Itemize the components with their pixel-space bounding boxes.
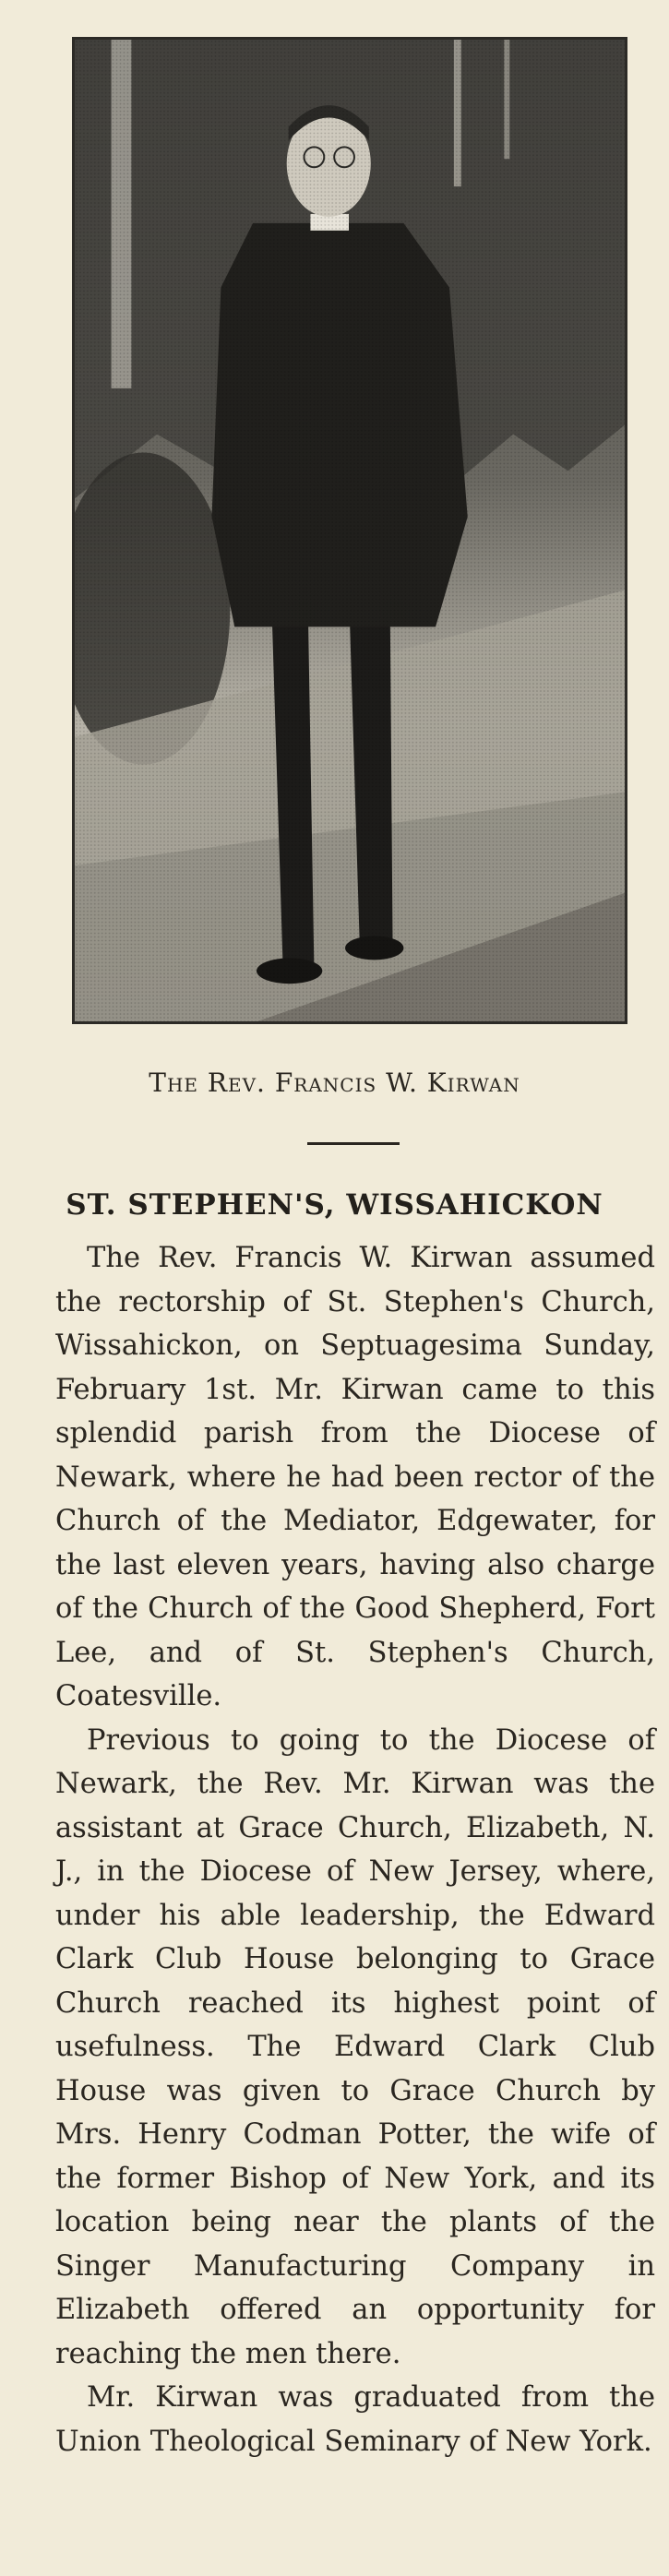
divider-rule (307, 1142, 400, 1145)
paragraph-2: Previous to going to the Diocese of Newark, the Rev. Mr. Kirwan was the assistant at Grace Church, Elizabeth, N. J., in the Diocese of New Jersey, where, under his able leadership, the Edward Clark Club House belonging to Grace Church reached its highest point of usefulness. The Edward Clark Club House was given to Grace Church by Mrs. Henry Codman Potter, the wife of the former Bishop of New York, and its location being near the plants of the Singer Manufacturing Company in Elizabeth offered an opportunity for reaching the men there. (55, 1723, 655, 2370)
photo-caption: The Rev. Francis W. Kirwan (149, 1067, 520, 1098)
article-title: ST. STEPHEN'S, WISSAHICKON (66, 1188, 603, 1222)
article-body (55, 1236, 655, 2463)
portrait-photo (72, 37, 627, 1024)
paragraph-1: The Rev. Francis W. Kirwan assumed the rectorship of St. Stephen's Church, Wissahickon, on Septuagesima Sunday, February 1st. Mr. Kirwan came to this splendid parish from the Diocese of Newark, where he had been rector of the Church of the Mediator, Edgewater, for the last eleven years, having also charge of the Church of the Good Shepherd, Fort Lee, and of St. Stephen's Church, Coatesville. (55, 1242, 655, 1712)
portrait-image (75, 40, 625, 1021)
paragraph-3: Mr. Kirwan was graduated from the Union Theological Seminary of New York. (55, 2381, 655, 2458)
